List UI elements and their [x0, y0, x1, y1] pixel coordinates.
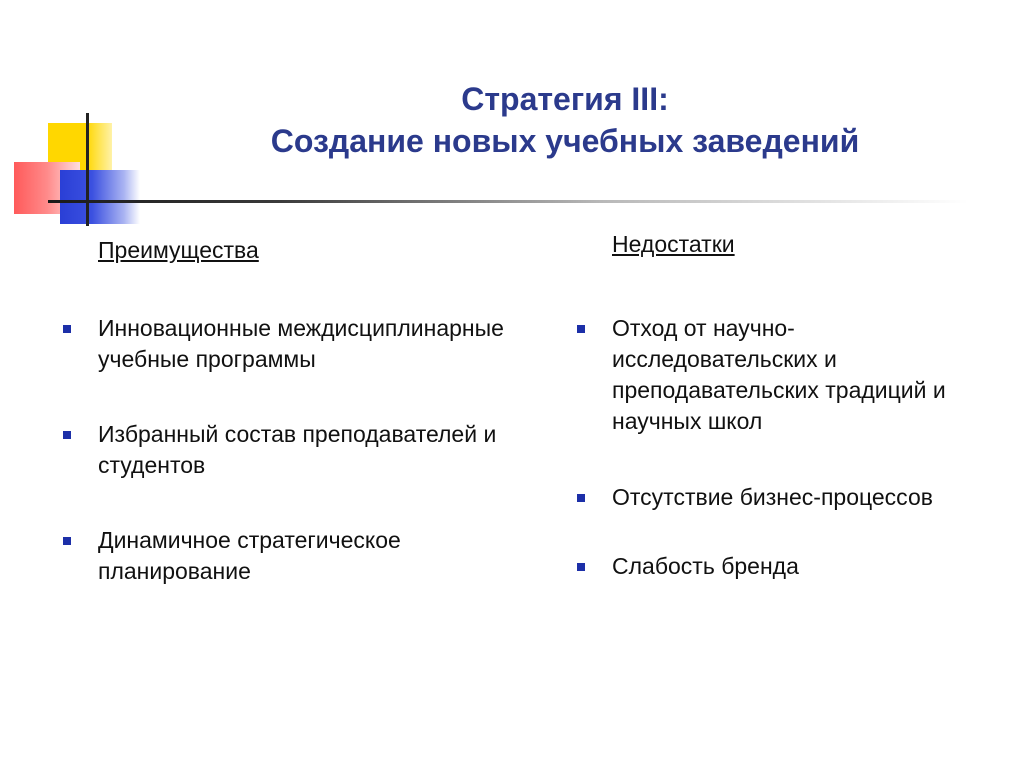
list-item	[574, 551, 994, 582]
list-item	[574, 313, 994, 437]
slide-title-line-1: Стратегия III:	[461, 81, 669, 117]
square-bullet-icon	[577, 494, 585, 502]
list-item-text: Инновационные междисциплинарные учебные программы	[98, 315, 504, 372]
list-item-text: Динамичное стратегическое планирование	[98, 527, 401, 584]
list-item-text: Избранный состав преподавателей и студентов	[98, 421, 497, 478]
list-item	[60, 313, 520, 375]
disadvantages-list	[574, 313, 994, 582]
list-item	[60, 525, 520, 587]
square-bullet-icon	[577, 325, 585, 333]
disadvantages-column	[574, 229, 994, 582]
slide-title	[150, 78, 980, 162]
list-item	[60, 419, 520, 481]
list-item-text: Отход от научно-исследовательских и преподавательских традиций и научных школ	[612, 315, 946, 434]
blue-square-decoration	[60, 170, 140, 224]
disadvantages-heading: Недостатки	[612, 231, 735, 257]
advantages-column	[60, 235, 520, 587]
slide-title-line-2: Создание новых учебных заведений	[270, 123, 860, 159]
square-bullet-icon	[577, 563, 585, 571]
advantages-heading: Преимущества	[98, 237, 259, 263]
list-item	[574, 482, 994, 513]
advantages-list	[60, 313, 520, 587]
vertical-divider-line	[86, 113, 89, 226]
title-underline-rule	[48, 200, 968, 203]
square-bullet-icon	[63, 325, 71, 333]
list-item-text: Слабость бренда	[612, 553, 799, 579]
square-bullet-icon	[63, 537, 71, 545]
list-item-text: Отсутствие бизнес-процессов	[612, 484, 933, 510]
square-bullet-icon	[63, 431, 71, 439]
